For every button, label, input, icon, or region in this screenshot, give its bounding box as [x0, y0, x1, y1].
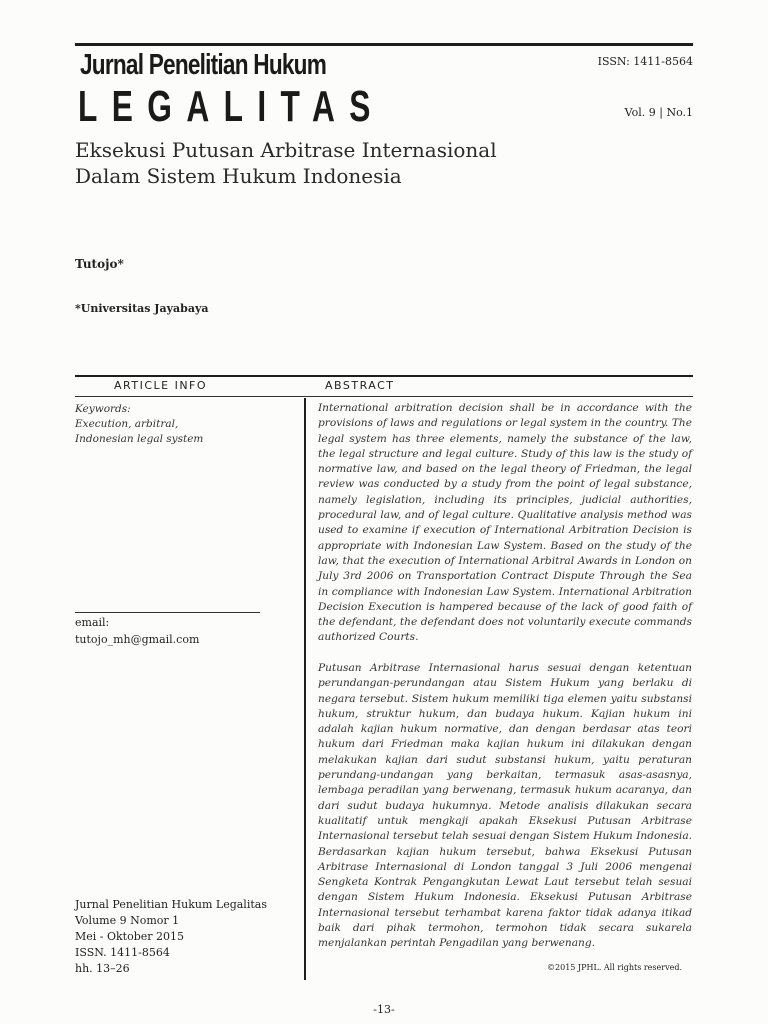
email-label: email:	[75, 616, 110, 629]
abstract-indonesian: Putusan Arbitrase Internasional harus sesuai dengan ketentuan perundangan-perundangan atau Sistem Hukum yang berlaku di negara tersebut. Sistem hukum memiliki tiga elemen yaitu substansi hukum, struktur hukum, dan budaya hukum. Kajian hukum ini adalah kajian hukum normative, dan dengan berdasar atas teori hukum dari Friedman maka kajian hukum ini dilakukan dengan melakukan kajian dari sudut substansi hukum, yaitu peraturan perundang-undangan yang berkaitan, termasuk asas-asasnya, lembaga peradilan yang berwenang, termasuk hukum acaranya, dan dari sudut budaya hukumnya. Metode analisis dilakukan secara kualitatif untuk mengkaji apakah Eksekusi Putusan Arbitrase Internasional tersebut telah sesuai dengan Sistem Hukum Indonesia. Berdasarkan kajian hukum tersebut, bahwa Eksekusi Putusan Arbitrase Internasional di London tanggal 3 Juli 2006 mengenai Sengketa Kontrak Pengangkutan Lewat Laut tersebut telah sesuai dengan Sistem Hukum Indonesia. Eksekusi Putusan Arbitrase Internasional tersebut terhambat karena faktor tidak adanya itikad baik dari pihak termohon, termohon tidak secara sukarela menjalankan perintah Pengadilan yang berwenang.	[318, 662, 692, 950]
keywords-label: Keywords:	[75, 403, 131, 415]
column-divider	[304, 398, 306, 980]
top-rule	[75, 43, 693, 46]
citation-block	[75, 897, 267, 977]
copyright-notice: ©2015 JPHL. All rights reserved.	[547, 963, 682, 972]
article-title	[75, 137, 497, 189]
email-rule	[75, 612, 260, 613]
email-address: tutojo_mh@gmail.com	[75, 633, 200, 646]
keywords-block	[75, 402, 203, 447]
title-line-1: Eksekusi Putusan Arbitrase Internasional	[75, 138, 497, 162]
article-info-heading: ARTICLE INFO	[114, 379, 208, 392]
affiliation: *Universitas Jayabaya	[75, 302, 209, 315]
journal-name: Jurnal Penelitian Hukum	[80, 49, 327, 81]
citation-volume: Volume 9 Nomor 1	[75, 914, 180, 927]
header-underline	[75, 396, 693, 397]
abstract-english: International arbitration decision shall be in accordance with the provisions of laws and regulations or legal system in the country. The legal system has three elements, namely the substance of the law, the legal structure and legal culture. Study of this law is the study of normative law, and based on the legal theory of Friedman, the legal review was conducted by a study from the point of legal substance, namely legislation, including its principles, judicial authorities, procedural law, and of legal culture. Qualitative analysis method was used to examine if execution of International Arbitration Decision is appropriate with Indonesian Law System. Based on the study of the law, that the execution of International Arbitral Awards in London on July 3rd 2006 on Transportation Contract Dispute Through the Sea in compliance with Indonesian Law System. International Arbitration Decision Execution is hampered because of the lack of good faith of the defendant, the defendant does not voluntarily execute commands authorized Courts.	[318, 402, 692, 644]
citation-period: Mei - Oktober 2015	[75, 930, 185, 943]
keywords-line-2: Indonesian legal system	[75, 433, 204, 445]
journal-logo-legalitas: LEGALITAS	[78, 82, 385, 131]
section-rule	[75, 375, 693, 377]
abstract-heading: ABSTRACT	[325, 379, 395, 392]
author: Tutojo*	[75, 257, 124, 271]
citation-journal: Jurnal Penelitian Hukum Legalitas	[75, 898, 267, 911]
volume-issue: Vol. 9 | No.1	[624, 106, 693, 119]
email-block	[75, 614, 199, 648]
citation-issn: ISSN. 1411-8564	[75, 946, 170, 959]
keywords-line-1: Execution, arbitral,	[75, 418, 179, 430]
issn: ISSN: 1411-8564	[597, 55, 693, 68]
title-line-2: Dalam Sistem Hukum Indonesia	[75, 164, 402, 188]
citation-pages: hh. 13–26	[75, 962, 130, 975]
page-number: -13-	[373, 1003, 395, 1016]
